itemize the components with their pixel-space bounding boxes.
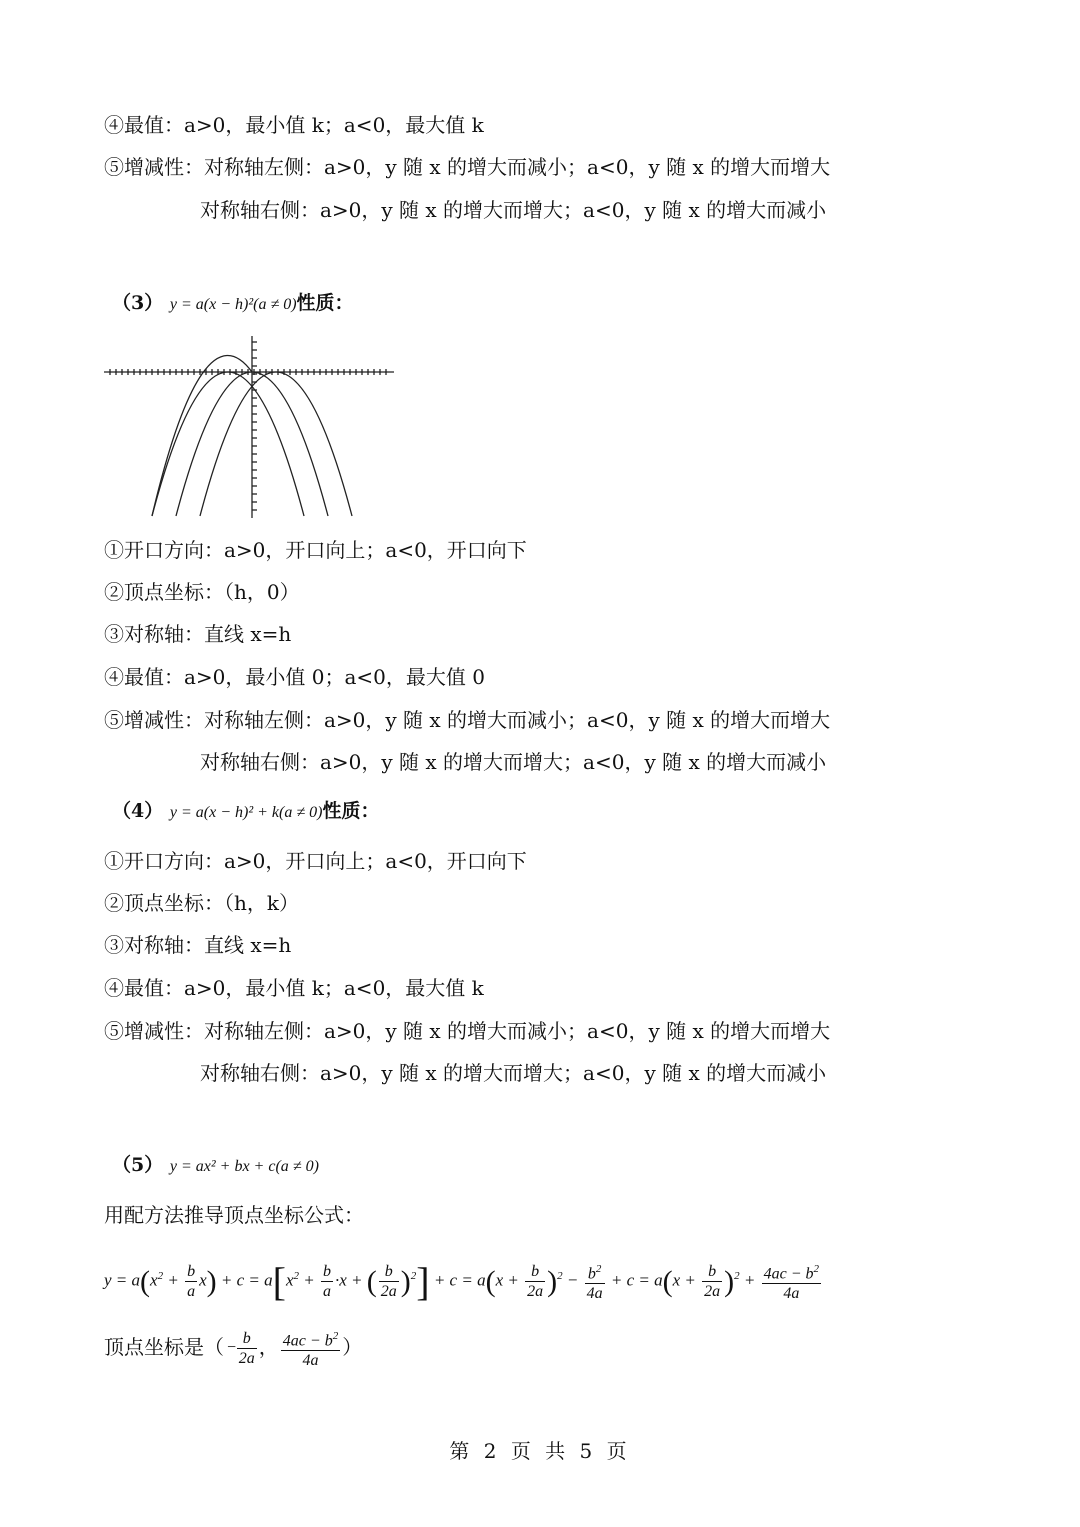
axis-line: ③对称轴：直线 x=h bbox=[104, 933, 292, 957]
derive-title: 用配方法推导顶点坐标公式： bbox=[104, 1203, 364, 1227]
vertex-suffix: ） bbox=[342, 1335, 363, 1359]
section4-formula: y = a(x − h)² + k(a ≠ 0) bbox=[169, 804, 323, 821]
section4-heading bbox=[112, 798, 379, 826]
axis-line: ③对称轴：直线 x=h bbox=[104, 622, 292, 646]
monotonic-left-line: ⑤增减性：对称轴左侧：a>0，y 随 x 的增大而减小；a<0，y 随 x 的增大而增大 bbox=[104, 155, 831, 179]
monotonic-right-line: 对称轴右侧：a>0，y 随 x 的增大而增大；a<0，y 随 x 的增大而减小 bbox=[200, 198, 827, 222]
section4-suffix: 性质： bbox=[322, 800, 380, 822]
section5-formula: y = ax² + bx + c(a ≠ 0) bbox=[169, 1158, 319, 1175]
section3-heading bbox=[112, 290, 354, 318]
vertex-line: ②顶点坐标：（h，k） bbox=[104, 891, 299, 915]
vertex-derivation-formula: $y = a(x^2$ + $\frac{b}{a}$ $x) + c = a[x^2$ + $\frac{b}{a}$ ·x + ( $\frac{b}{2a}$ )$^2$] + c = a(x + $\frac{b}{2a}$ )$^2$ − $\frac{b^2}{4a}$ + c = a(x + $\frac{b}{2a}$ )$^2$ + $\frac{4ac - b^2}{4a}$ bbox=[104, 1258, 820, 1304]
vertex-y-fraction: $\frac{4ac - b^2}{4a}$ bbox=[281, 1327, 340, 1370]
opening-line: ①开口方向：a>0，开口向上；a<0，开口向下 bbox=[104, 849, 527, 873]
vertex-prefix: 顶点坐标是（ bbox=[104, 1335, 224, 1359]
section5-number: （5） bbox=[112, 1154, 164, 1176]
page-footer: 第 2 页 共 5 页 bbox=[449, 1439, 631, 1463]
section3-suffix: 性质： bbox=[296, 292, 354, 314]
section5-heading bbox=[112, 1152, 319, 1180]
monotonic-right-line: 对称轴右侧：a>0，y 随 x 的增大而增大；a<0，y 随 x 的增大而减小 bbox=[200, 750, 827, 774]
monotonic-left-line: ⑤增减性：对称轴左侧：a>0，y 随 x 的增大而减小；a<0，y 随 x 的增大而增大 bbox=[104, 708, 831, 732]
vertex-x-fraction: − $\frac{b}{2a}$ bbox=[226, 1330, 255, 1367]
opening-line: ①开口方向：a>0，开口向上；a<0，开口向下 bbox=[104, 538, 527, 562]
section4-number: （4） bbox=[112, 800, 164, 822]
vertex-result-line bbox=[104, 1322, 362, 1372]
max-min-line: ④最值：a>0，最小值 k；a<0，最大值 k bbox=[104, 976, 484, 1000]
max-min-line: ④最值：a>0，最小值 0；a<0，最大值 0 bbox=[104, 665, 485, 689]
parabola-graph bbox=[104, 334, 396, 520]
y-axis-ticks bbox=[252, 342, 257, 510]
max-min-line: ④最值：a>0，最小值 k；a<0，最大值 k bbox=[104, 113, 484, 137]
section3-number: （3） bbox=[112, 292, 164, 314]
monotonic-right-line: 对称轴右侧：a>0，y 随 x 的增大而增大；a<0，y 随 x 的增大而减小 bbox=[200, 1061, 827, 1085]
section3-formula: y = a(x − h)²(a ≠ 0) bbox=[169, 296, 297, 313]
vertex-line: ②顶点坐标：（h，0） bbox=[104, 580, 300, 604]
vertex-separator: ， bbox=[258, 1335, 279, 1359]
monotonic-left-line: ⑤增减性：对称轴左侧：a>0，y 随 x 的增大而减小；a<0，y 随 x 的增大而增大 bbox=[104, 1019, 831, 1043]
